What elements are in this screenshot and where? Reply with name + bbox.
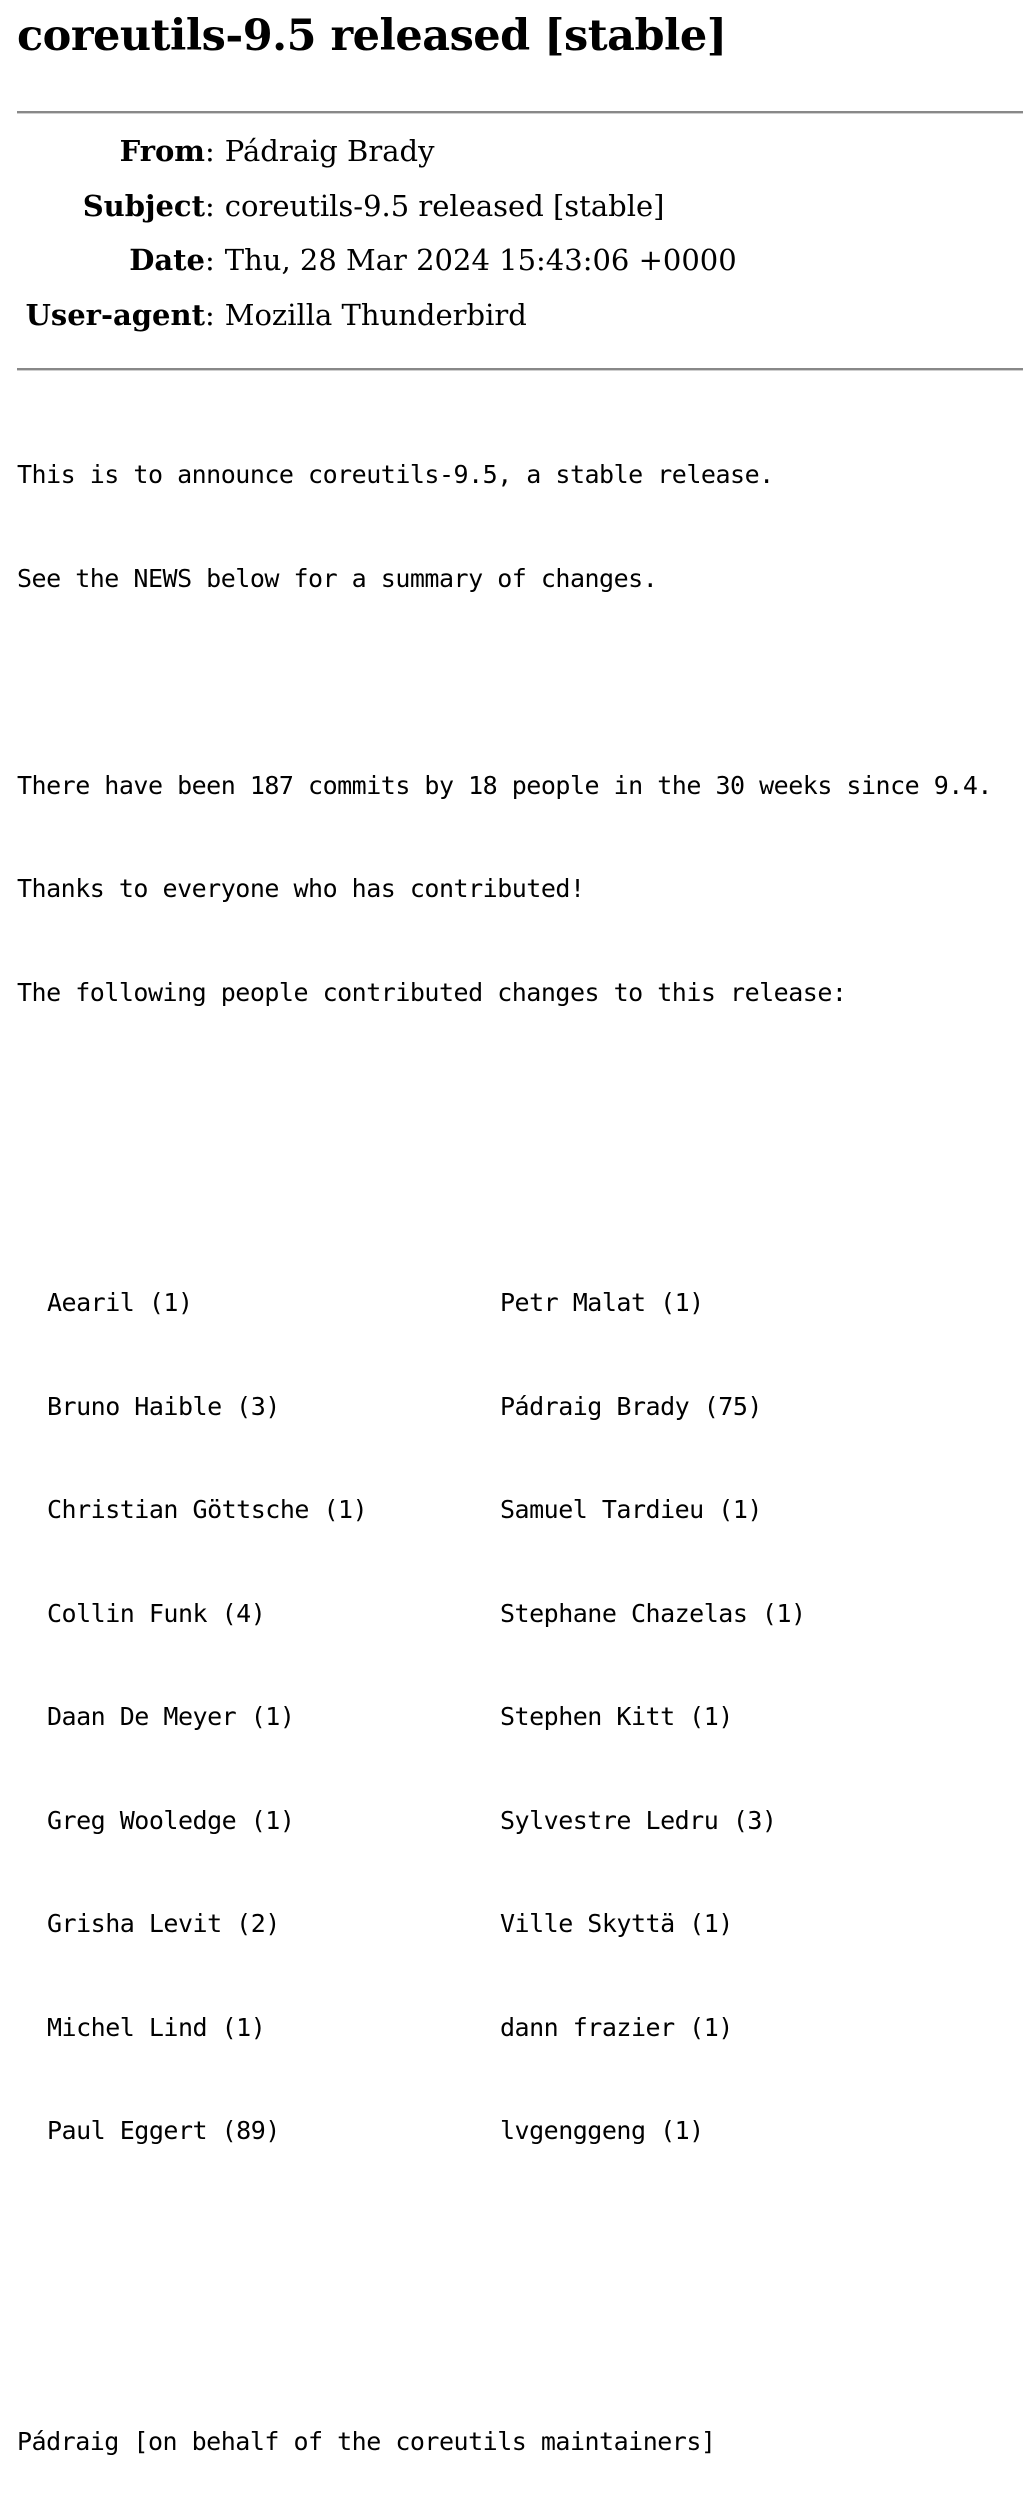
contributor-left: Paul Eggert (89) [47,2116,280,2145]
contributor-row [17,1700,1023,1735]
body-line: There have been 187 commits by 18 people in the 30 weeks since 9.4. [17,770,992,800]
contributor-row [17,1286,1023,1321]
contributor-right: Pádraig Brady (75) [500,1391,762,1421]
contributor-row [17,2114,1023,2149]
header-user-agent-label: User-agent [25,297,205,332]
header-user-agent [0,298,1023,353]
contributor-row [17,1390,1023,1425]
contributor-right: dann frazier (1) [500,2012,733,2042]
body-line: Thanks to everyone who has contributed! [17,874,585,903]
header-subject-label: Subject [82,188,205,223]
contributor-row [17,1907,1023,1942]
header-colon: : [205,297,215,332]
header-subject [0,189,1023,244]
header-from-value: Pádraig Brady [224,134,435,168]
contributor-left: Collin Funk (4) [47,1598,266,1628]
contributor-right: Stephen Kitt (1) [500,1702,733,1731]
contributor-right: Petr Malat (1) [500,1288,704,1317]
header-date [0,243,1023,298]
header-date-label: Date [129,243,205,277]
contributor-left: Grisha Levit (2) [47,1909,280,1938]
contributor-left: Christian Göttsche (1) [47,1495,368,1524]
header-divider-bottom [17,368,1023,371]
header-from [0,134,1023,189]
contributor-right: Sylvestre Ledru (3) [500,1805,777,1835]
contributor-row [17,1493,1023,1528]
header-user-agent-value: Mozilla Thunderbird [224,297,527,332]
page-title: coreutils-9.5 released [stable] [17,11,727,61]
contributor-left: Daan De Meyer (1) [47,1702,295,1731]
body-line-blank [17,1079,1023,1114]
body-line-blank [17,665,1023,700]
signoff: Pádraig [on behalf of the coreutils maintainers] [17,2426,716,2456]
header-colon: : [205,188,215,223]
contributor-row [17,1597,1023,1632]
header-date-value: Thu, 28 Mar 2024 15:43:06 +0000 [224,243,737,277]
body-line: See the NEWS below for a summary of changes. [17,563,658,593]
contributor-left: Greg Wooledge (1) [47,1805,295,1835]
contributor-left: Aearil (1) [47,1288,193,1317]
message-headers [0,134,1023,352]
message-body [17,389,1023,2494]
contributor-left: Michel Lind (1) [47,2012,266,2042]
header-colon: : [205,134,215,168]
header-divider-top [17,111,1023,114]
contributor-list [17,1217,1023,2218]
body-line: The following people contributed changes to this release: [17,977,847,1007]
contributor-right: Ville Skyttä (1) [500,1909,733,1938]
contributor-right: Stephane Chazelas (1) [500,1598,806,1628]
header-from-label: From [119,134,205,168]
body-line: This is to announce coreutils-9.5, a stable release. [17,460,774,489]
contributor-row [17,1804,1023,1839]
contributor-right: lvgenggeng (1) [500,2116,704,2145]
contributor-row [17,2011,1023,2046]
header-subject-value: coreutils-9.5 released [stable] [224,188,665,223]
contributor-right: Samuel Tardieu (1) [500,1495,762,1524]
body-line-blank [17,2321,1023,2356]
contributor-left: Bruno Haible (3) [47,1391,280,1421]
header-colon: : [205,243,215,277]
